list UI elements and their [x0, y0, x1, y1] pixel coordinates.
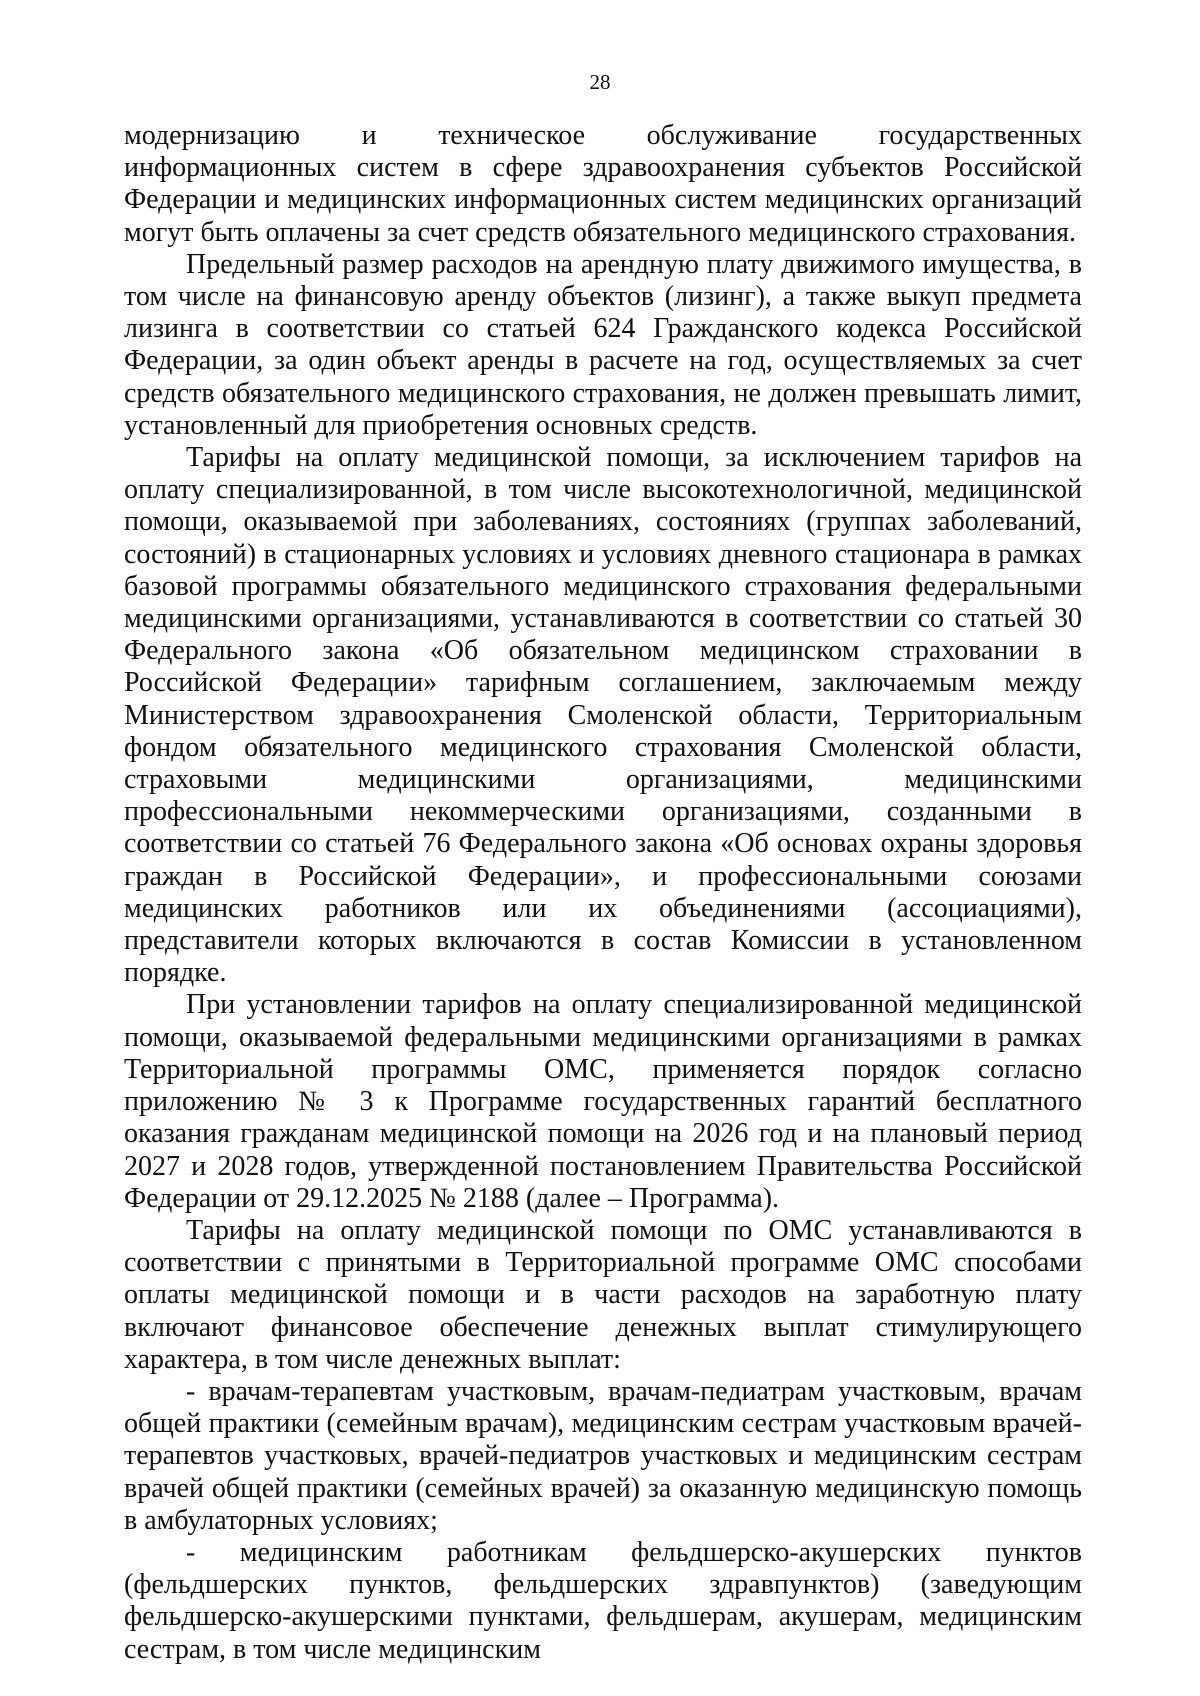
paragraph-5: Тарифы на оплату медицинской помощи по ОМС устанавливаются в соответствии с принятыми в Территориальной программе ОМС способами оплаты медицинской помощи и в части расходов на заработную плату включают финансовое обеспечение денежных выплат стимулирующего характера, в том числе денежных выплат:: [124, 1214, 1082, 1375]
document-body: [124, 120, 1082, 1666]
paragraph-3: Тарифы на оплату медицинской помощи, за исключением тарифов на оплату специализированной, в том числе высокотехнологичной, медицинской помощи, оказываемой при заболеваниях, состояниях (группах заболеваний, состояний) в стационарных условиях и условиях дневного стационара в рамках базовой программы обязательного медицинского страхования федеральными медицинскими организациями, устанавливаются в соответствии со статьей 30 Федерального закона «Об обязательном медицинском страховании в Российской Федерации» тарифным соглашением, заключаемым между Министерством здравоохранения Смоленской области, Территориальным фондом обязательного медицинского страхования Смоленской области, страховыми медицинскими организациями, медицинскими профессиональными некоммерческими организациями, созданными в соответствии со статьей 76 Федерального закона «Об основах охраны здоровья граждан в Российской Федерации», и профессиональными союзами медицинских работников или их объединениями (ассоциациями), представители которых включаются в состав Комиссии в установленном порядке.: [124, 442, 1082, 989]
list-item-2: - медицинским работникам фельдшерско-акушерских пунктов (фельдшерских пунктов, фельдшерских здравпунктов) (заведующим фельдшерско-акушерскими пунктами, фельдшерам, акушерам, медицинским сестрам, в том числе медицинским: [124, 1536, 1082, 1665]
page-number: 28: [589, 70, 611, 94]
list-item-1: - врачам-терапевтам участковым, врачам-педиатрам участковым, врачам общей практики (семейным врачам), медицинским сестрам участковым врачей-терапевтов участковых, врачей-педиатров участковых и медицинским сестрам врачей общей практики (семейных врачей) за оказанную медицинскую помощь в амбулаторных условиях;: [124, 1375, 1082, 1536]
paragraph-4: При установлении тарифов на оплату специализированной медицинской помощи, оказываемой федеральными медицинскими организациями в рамках Территориальной программы ОМС, применяется порядок согласно приложению № 3 к Программе государственных гарантий бесплатного оказания гражданам медицинской помощи на 2026 год и на плановый период 2027 и 2028 годов, утвержденной постановлением Правительства Российской Федерации от 29.12.2025 № 2188 (далее – Программа).: [124, 989, 1082, 1214]
paragraph-1: модернизацию и техническое обслуживание государственных информационных систем в сфере здравоохранения субъектов Российской Федерации и медицинских информационных систем медицинских организаций могут быть оплачены за счет средств обязательного медицинского страхования.: [124, 120, 1082, 248]
paragraph-2: Предельный размер расходов на арендную плату движимого имущества, в том числе на финансовую аренду объектов (лизинг), а также выкуп предмета лизинга в соответствии со статьей 624 Гражданского кодекса Российской Федерации, за один объект аренды в расчете на год, осуществляемых за счет средств обязательного медицинского страхования, не должен превышать лимит, установленный для приобретения основных средств.: [124, 248, 1082, 441]
